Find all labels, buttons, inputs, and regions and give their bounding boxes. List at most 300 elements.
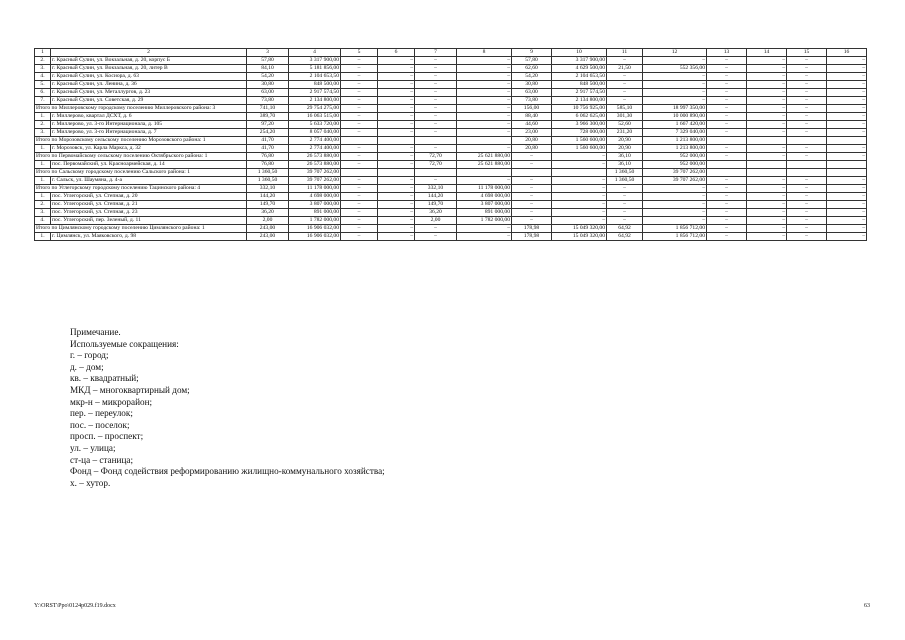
table-cell: 10 xyxy=(552,49,607,57)
table-cell: 3 317 900,00 xyxy=(552,57,607,65)
table-cell: – xyxy=(747,89,787,97)
table-cell: – xyxy=(607,201,643,209)
table-cell: 20,90 xyxy=(607,145,643,153)
table-cell: – xyxy=(747,97,787,105)
table-cell: – xyxy=(827,65,867,73)
table-cell: 1 782 000,00 xyxy=(457,217,512,225)
table-cell: – xyxy=(787,193,827,201)
table-cell: – xyxy=(747,153,787,161)
table-cell: Итого по Первомайскому сельскому поселению Октябрьского района: 1 xyxy=(35,153,247,161)
table-cell: 39 707 262,00 xyxy=(643,177,707,185)
table-cell: – xyxy=(747,217,787,225)
table-cell: – xyxy=(827,73,867,81)
table-row xyxy=(35,217,867,225)
table-cell: – xyxy=(747,233,787,241)
table-cell: 2 104 653,50 xyxy=(552,73,607,81)
table-cell: 29 754 275,00 xyxy=(289,105,341,113)
table-cell: – xyxy=(457,81,512,89)
table-cell: – xyxy=(512,209,552,217)
table-cell: – xyxy=(747,81,787,89)
table-cell: – xyxy=(341,145,378,153)
table-cell: – xyxy=(827,233,867,241)
table-row xyxy=(35,113,867,121)
table-cell: 156,00 xyxy=(512,105,552,113)
table-cell: – xyxy=(787,121,827,129)
table-cell: – xyxy=(457,225,512,233)
table-cell: 178,98 xyxy=(512,233,552,241)
table-cell: – xyxy=(607,217,643,225)
table-cell: 4 698 000,00 xyxy=(289,193,341,201)
table-cell: 2 774 400,00 xyxy=(289,145,341,153)
table-cell: – xyxy=(341,73,378,81)
table-cell: – xyxy=(378,145,415,153)
table-cell: – xyxy=(607,81,643,89)
table-cell: 8 xyxy=(457,49,512,57)
table-cell: – xyxy=(707,57,747,65)
table-cell xyxy=(707,169,747,177)
table-subtotal-row xyxy=(35,225,867,233)
table-cell: 6 062 625,00 xyxy=(552,113,607,121)
table-cell: – xyxy=(707,97,747,105)
table-cell xyxy=(787,161,827,169)
table-cell: 2 917 574,50 xyxy=(552,89,607,97)
table-cell: – xyxy=(341,113,378,121)
table-cell: – xyxy=(707,233,747,241)
table-cell: 5. xyxy=(35,81,51,89)
table-cell: – xyxy=(512,217,552,225)
table-cell: – xyxy=(707,65,747,73)
table-cell: 36,20 xyxy=(415,209,457,217)
table-cell: г. Красный Сулин, ул. Ленина, д. 36 xyxy=(51,81,247,89)
table-cell: – xyxy=(827,209,867,217)
table-cell: – xyxy=(787,177,827,185)
table-cell: – xyxy=(378,177,415,185)
table-cell: – xyxy=(457,177,512,185)
table-cell: – xyxy=(341,65,378,73)
table-cell: – xyxy=(747,129,787,137)
table-cell: – xyxy=(457,145,512,153)
table-cell: г. Миллерово, ул. 3-го Интернационала, д. 7 xyxy=(51,129,247,137)
table-cell: – xyxy=(552,201,607,209)
table-cell: 84,10 xyxy=(247,65,289,73)
table-cell: 2 xyxy=(51,49,247,57)
table-cell: – xyxy=(457,65,512,73)
table-cell: – xyxy=(707,185,747,193)
notes-subtitle: Используемые сокращения: xyxy=(70,338,179,349)
table-cell: – xyxy=(378,65,415,73)
table-cell: – xyxy=(707,217,747,225)
table-cell: 1 213 800,00 xyxy=(643,145,707,153)
table-cell: – xyxy=(457,97,512,105)
table-cell: 54,20 xyxy=(512,73,552,81)
table-cell: – xyxy=(341,193,378,201)
table-cell: 1 360,50 xyxy=(247,169,289,177)
table-cell: 16 xyxy=(827,49,867,57)
table-cell: 7 329 040,00 xyxy=(643,129,707,137)
table-cell: – xyxy=(378,233,415,241)
table-cell: 36,20 xyxy=(247,209,289,217)
table-cell: – xyxy=(787,97,827,105)
table-cell: г. Красный Сулин, ул. Металлургов, д. 23 xyxy=(51,89,247,97)
table-cell: – xyxy=(707,89,747,97)
table-cell: 21,50 xyxy=(607,65,643,73)
table-subtotal-row xyxy=(35,153,867,161)
table-cell: – xyxy=(457,129,512,137)
table-cell xyxy=(707,137,747,145)
table-cell: – xyxy=(707,153,747,161)
table-cell: – xyxy=(415,81,457,89)
table-cell: – xyxy=(827,177,867,185)
table-cell: – xyxy=(552,161,607,169)
table-cell: 52,60 xyxy=(607,121,643,129)
table-cell: – xyxy=(607,185,643,193)
table-cell: – xyxy=(707,193,747,201)
table-cell: – xyxy=(787,201,827,209)
table-cell: – xyxy=(415,113,457,121)
table-cell: 728 000,00 xyxy=(552,129,607,137)
table-cell: Итого по Морозовскому сельскому поселению Морозовского района: 1 xyxy=(35,137,247,145)
table-cell: – xyxy=(643,185,707,193)
table-row xyxy=(35,201,867,209)
table-cell: – xyxy=(378,153,415,161)
table-cell xyxy=(787,137,827,145)
table-cell: 1 560 600,00 xyxy=(552,137,607,145)
table-cell: – xyxy=(707,225,747,233)
table-cell: – xyxy=(747,177,787,185)
table-cell: 3 807 000,00 xyxy=(289,201,341,209)
table-cell: 3. xyxy=(35,209,51,217)
table-cell: – xyxy=(415,233,457,241)
table-cell: – xyxy=(787,113,827,121)
table-cell: 1 360,50 xyxy=(607,169,643,177)
table-cell: 5 633 720,00 xyxy=(289,121,341,129)
table-cell: – xyxy=(378,201,415,209)
table-cell: – xyxy=(643,217,707,225)
table-cell: – xyxy=(707,129,747,137)
table-cell: 1 360,50 xyxy=(247,177,289,185)
table-cell: – xyxy=(378,225,415,233)
table-row xyxy=(35,161,867,169)
table-cell: 1 213 800,00 xyxy=(643,137,707,145)
table-cell: – xyxy=(415,225,457,233)
table-cell: 73,80 xyxy=(512,97,552,105)
table-cell xyxy=(415,169,457,177)
table-cell: пос. Первомайский, ул. Красноармейская, д. 14 xyxy=(51,161,247,169)
table-cell: г. Красный Сулин, ул. Косиора, д. 63 xyxy=(51,73,247,81)
table-cell: – xyxy=(415,121,457,129)
table-row xyxy=(35,73,867,81)
table-cell: 30,80 xyxy=(512,81,552,89)
table-cell: – xyxy=(378,105,415,113)
table-cell: – xyxy=(512,177,552,185)
table-cell: пос. Углегорский, ул. Степная, д. 23 xyxy=(51,209,247,217)
table-cell: г. Красный Сулин, ул. Вокзальная, д. 20, литер В xyxy=(51,65,247,73)
table-cell: 2 774 400,00 xyxy=(289,137,341,145)
table-cell: – xyxy=(747,201,787,209)
table-cell: – xyxy=(827,121,867,129)
table-cell: – xyxy=(747,145,787,153)
table-cell: – xyxy=(341,153,378,161)
table-cell xyxy=(457,137,512,145)
table-cell: 1. xyxy=(35,145,51,153)
table-cell: – xyxy=(643,57,707,65)
table-cell: – xyxy=(341,233,378,241)
table-cell: 57,80 xyxy=(512,57,552,65)
table-cell: – xyxy=(643,81,707,89)
table-cell: 20,90 xyxy=(607,137,643,145)
table-cell xyxy=(707,161,747,169)
table-cell: 11 xyxy=(607,49,643,57)
table-cell: – xyxy=(707,201,747,209)
table-cell: 13 xyxy=(707,49,747,57)
table-cell: 3 xyxy=(247,49,289,57)
table-cell: 62,60 xyxy=(512,65,552,73)
table-cell: – xyxy=(341,201,378,209)
table-cell: 15 049 320,00 xyxy=(552,225,607,233)
table-cell: – xyxy=(552,193,607,201)
table-cell: 552 356,00 xyxy=(643,65,707,73)
table-cell: пос. Углегорский, ул. Степная, д. 21 xyxy=(51,201,247,209)
table-cell: 44,60 xyxy=(512,121,552,129)
table-cell: – xyxy=(607,209,643,217)
table-cell: – xyxy=(415,57,457,65)
table-cell: 9 xyxy=(512,49,552,57)
note-item: кв. – квадратный; xyxy=(70,373,139,384)
table-cell: 4 698 000,00 xyxy=(457,193,512,201)
note-item: МКД – многоквартирный дом; xyxy=(70,384,190,395)
table-cell: 39 707 262,00 xyxy=(643,169,707,177)
table-cell: – xyxy=(457,105,512,113)
table-cell: 4. xyxy=(35,217,51,225)
table-cell: – xyxy=(378,113,415,121)
table-cell: г. Красный Сулин, ул. Вокзальная, д. 20, корпус Б xyxy=(51,57,247,65)
table-cell xyxy=(378,137,415,145)
table-cell: – xyxy=(787,129,827,137)
table-cell: 389,70 xyxy=(247,113,289,121)
table-cell: – xyxy=(747,209,787,217)
table-cell: пос. Углегорский, пер. Зеленый, д. 11 xyxy=(51,217,247,225)
table-subtotal-row xyxy=(35,105,867,113)
table-cell: – xyxy=(827,81,867,89)
data-table xyxy=(34,48,867,241)
table-cell: – xyxy=(747,73,787,81)
table-cell: – xyxy=(378,89,415,97)
table-row xyxy=(35,97,867,105)
table-cell: – xyxy=(378,161,415,169)
table-cell: 1 xyxy=(35,49,51,57)
table-cell: – xyxy=(827,201,867,209)
table-cell: 15 049 320,00 xyxy=(552,233,607,241)
table-row xyxy=(35,121,867,129)
table-cell: – xyxy=(512,185,552,193)
table-cell: – xyxy=(457,233,512,241)
table-cell: 2,00 xyxy=(415,217,457,225)
table-cell: 54,20 xyxy=(247,73,289,81)
table-cell: 149,70 xyxy=(247,201,289,209)
table-cell: 231,20 xyxy=(607,129,643,137)
table-cell xyxy=(787,169,827,177)
table-cell xyxy=(747,169,787,177)
table-cell: – xyxy=(787,65,827,73)
table-cell: 10 756 925,00 xyxy=(552,105,607,113)
table-cell: 1 667 420,00 xyxy=(643,121,707,129)
table-cell: 2 104 653,50 xyxy=(289,73,341,81)
table-cell: – xyxy=(457,121,512,129)
table-cell: 144,20 xyxy=(247,193,289,201)
table-cell: 11 178 000,00 xyxy=(289,185,341,193)
table-cell: 891 000,00 xyxy=(289,209,341,217)
table-cell: Итого по Сальскому городскому поселению Сальского района: 1 xyxy=(35,169,247,177)
table-cell xyxy=(827,169,867,177)
table-cell xyxy=(512,169,552,177)
table-cell: – xyxy=(827,185,867,193)
table-cell: 73,80 xyxy=(247,97,289,105)
note-item: д. – дом; xyxy=(70,361,104,372)
table-cell: – xyxy=(341,97,378,105)
table-cell: 2,00 xyxy=(247,217,289,225)
table-cell: – xyxy=(747,57,787,65)
table-cell: 301,30 xyxy=(607,113,643,121)
table-cell: 72,70 xyxy=(415,153,457,161)
table-cell: 3 317 900,00 xyxy=(289,57,341,65)
table-cell: – xyxy=(707,209,747,217)
table-cell: 72,70 xyxy=(415,161,457,169)
table-cell: – xyxy=(707,73,747,81)
table-cell: – xyxy=(747,185,787,193)
table-cell: 1 856 712,00 xyxy=(643,233,707,241)
table-cell: – xyxy=(457,73,512,81)
table-cell: – xyxy=(707,177,747,185)
table-row xyxy=(35,57,867,65)
table-cell: – xyxy=(415,97,457,105)
table-cell: – xyxy=(747,225,787,233)
table-cell: – xyxy=(787,105,827,113)
table-cell: – xyxy=(341,81,378,89)
note-item: г. – город; xyxy=(70,350,109,361)
table-cell: 16 063 515,00 xyxy=(289,113,341,121)
table-cell: – xyxy=(827,193,867,201)
table-row xyxy=(35,89,867,97)
table-cell: – xyxy=(707,145,747,153)
table-cell: – xyxy=(341,89,378,97)
table-cell: 76,80 xyxy=(247,161,289,169)
table-cell: – xyxy=(607,73,643,81)
table-cell: – xyxy=(341,57,378,65)
table-cell: – xyxy=(457,57,512,65)
table-row xyxy=(35,209,867,217)
note-item: пер. – переулок; xyxy=(70,408,133,419)
table-cell: 2. xyxy=(35,201,51,209)
table-cell: 41,70 xyxy=(247,145,289,153)
table-cell: 15 xyxy=(787,49,827,57)
table-cell: пос. Углегорский, ул. Степная, д. 20 xyxy=(51,193,247,201)
table-cell: – xyxy=(747,113,787,121)
table-cell: – xyxy=(341,129,378,137)
table-cell: 20,80 xyxy=(512,137,552,145)
footer-file-path: Y:\ORST\Ppo\0124p029.f19.docx xyxy=(34,603,116,609)
table-row xyxy=(35,233,867,241)
note-item: ул. – улица; xyxy=(70,442,116,453)
table-cell: – xyxy=(827,97,867,105)
table-cell: 63,00 xyxy=(247,89,289,97)
table-row xyxy=(35,193,867,201)
table-cell: – xyxy=(607,57,643,65)
table-cell: г. Миллерово, квартал ДСХТ, д. 6 xyxy=(51,113,247,121)
table-cell: – xyxy=(827,217,867,225)
table-cell: – xyxy=(415,129,457,137)
table-cell: 64,92 xyxy=(607,233,643,241)
table-cell: 10 000 890,00 xyxy=(643,113,707,121)
table-cell: – xyxy=(827,153,867,161)
notes-block xyxy=(70,327,385,489)
table-cell xyxy=(552,169,607,177)
table-cell xyxy=(747,161,787,169)
table-cell: – xyxy=(378,73,415,81)
table-cell: 848 500,00 xyxy=(552,81,607,89)
table-cell: – xyxy=(552,177,607,185)
notes-title: Примечание. xyxy=(70,327,121,337)
table-cell: – xyxy=(341,121,378,129)
table-cell: 14 xyxy=(747,49,787,57)
table-cell: – xyxy=(378,97,415,105)
table-cell: – xyxy=(827,145,867,153)
table-cell: – xyxy=(552,209,607,217)
table-cell: – xyxy=(378,121,415,129)
table-cell: – xyxy=(378,217,415,225)
table-cell: – xyxy=(707,121,747,129)
table-cell: 332,10 xyxy=(415,185,457,193)
table-cell: 4 629 500,00 xyxy=(552,65,607,73)
table-cell: Итого по Миллеровскому городскому поселению Миллеровского района: 3 xyxy=(35,105,247,113)
table-cell: – xyxy=(787,233,827,241)
table-cell: 23,00 xyxy=(512,129,552,137)
table-cell: – xyxy=(827,113,867,121)
table-cell: 7. xyxy=(35,97,51,105)
table-cell: – xyxy=(787,153,827,161)
note-item: ст-ца – станица; xyxy=(70,454,133,465)
note-item: просп. – проспект; xyxy=(70,431,144,442)
table-cell: 1 856 712,00 xyxy=(643,225,707,233)
table-cell: 891 000,00 xyxy=(457,209,512,217)
table-cell: 5 181 856,00 xyxy=(289,65,341,73)
table-cell: 26 573 880,00 xyxy=(289,153,341,161)
table-cell: – xyxy=(747,65,787,73)
note-item: Фонд – Фонд содействия реформированию жилищно-коммунального хозяйства; xyxy=(70,466,385,477)
table-cell: 243,00 xyxy=(247,233,289,241)
table-row xyxy=(35,81,867,89)
page-number: 63 xyxy=(864,603,870,609)
table-subtotal-row xyxy=(35,137,867,145)
table-cell: – xyxy=(747,121,787,129)
table-cell: – xyxy=(747,193,787,201)
table-cell: г. Сальск, ул. Шаумяна, д. 4-а xyxy=(51,177,247,185)
table-cell: 64,92 xyxy=(607,225,643,233)
table-cell: 4. xyxy=(35,73,51,81)
table-cell: 39 707 262,00 xyxy=(289,177,341,185)
table-cell: 11 178 000,00 xyxy=(457,185,512,193)
table-cell: г. Красный Сулин, ул. Советская, д. 29 xyxy=(51,97,247,105)
table-cell: 36,10 xyxy=(607,161,643,169)
table-cell: 3. xyxy=(35,129,51,137)
table-cell: – xyxy=(787,73,827,81)
table-cell: – xyxy=(607,89,643,97)
table-cell: 12 xyxy=(643,49,707,57)
table-cell: 1. xyxy=(35,193,51,201)
table-cell: 39 707 262,00 xyxy=(289,169,341,177)
table-row xyxy=(35,177,867,185)
table-cell: – xyxy=(552,217,607,225)
table-cell xyxy=(341,137,378,145)
